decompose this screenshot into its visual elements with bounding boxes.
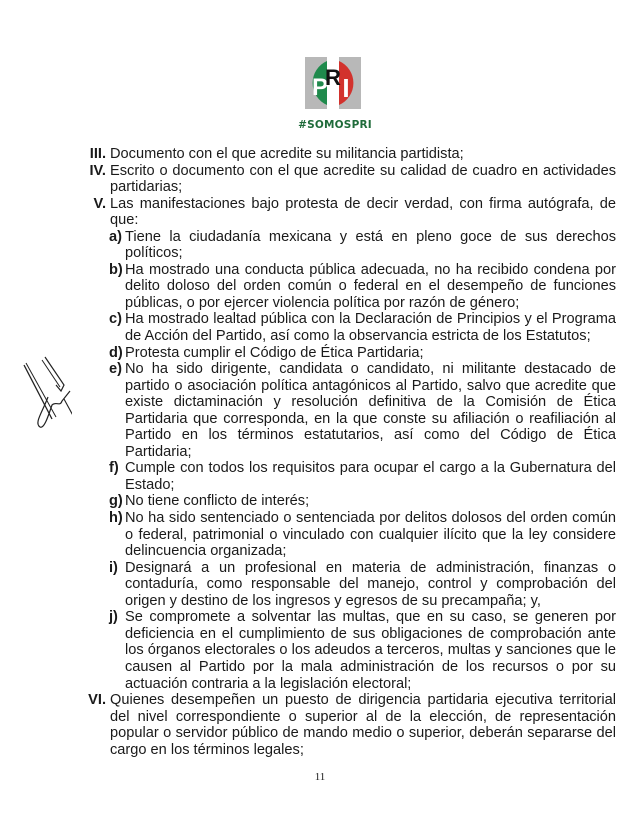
item-number: IV. (89, 162, 106, 179)
subitem-text: Ha mostrado una conducta pública adecuada, no ha recibido condena por delito doloso del orden común o federal en el desempeño de funciones públicas, o por ejercer violencia política por razón de género; (125, 261, 616, 311)
item-number: VI. (88, 692, 106, 709)
subitem-letter: b) (109, 261, 123, 278)
subitem-h (0, 510, 616, 560)
subitem-letter: c) (109, 311, 122, 328)
subitem-g (0, 493, 616, 510)
list-item-iv (0, 163, 616, 196)
subitem-letter: g) (109, 493, 123, 510)
subitem-d (0, 345, 616, 362)
list-item-vi (0, 692, 616, 758)
subitem-text: Se compromete a solventar las multas, que en su caso, se generen por deficiencia en el cumplimiento de sus obligaciones de comprobación ante los órganos electorales o los adeudos a terceros, multas y sanciones que le causen al Partido por la mala administración de los recursos o por su actuación contraria a la legislación electoral; (125, 609, 616, 692)
subitem-text: Tiene la ciudadanía mexicana y está en pleno goce de sus derechos políticos; (125, 228, 616, 262)
logo-letter-p: P (311, 74, 329, 101)
subitem-i (0, 560, 616, 610)
logo-letter-i: I (342, 73, 350, 103)
subitem-text: No tiene conflicto de interés; (125, 493, 310, 510)
item-text: Quienes desempeñen un puesto de dirigencia partidaria ejecutiva territorial del nivel correspondiente o superior al de la elección, de representación popular o servidor público de mando medio o superior, deberán separarse del cargo en los términos legales; (110, 692, 616, 758)
item-number: V. (93, 195, 106, 212)
signature-icon (12, 355, 72, 435)
subitem-j (0, 609, 616, 692)
subitem-letter: d) (109, 344, 123, 361)
hashtag: #SOMOSPRI (298, 119, 372, 131)
pri-logo (305, 57, 361, 109)
subitem-letter: f) (109, 460, 119, 477)
list-item-v (0, 196, 616, 229)
subitem-letter: i) (109, 559, 118, 576)
logo-letter-r: R (325, 65, 341, 90)
document-body (0, 146, 640, 758)
subitem-text: No ha sido sentenciado o sentenciada por delitos dolosos del orden común o federal, patrimonial o vinculado con cualquier ilícito que la ley considere delincuencia organizada; (125, 510, 616, 560)
subitem-text: Cumple con todos los requisitos para ocupar el cargo a la Gubernatura del Estado; (125, 460, 616, 493)
subitem-letter: j) (109, 609, 118, 626)
item-text: Las manifestaciones bajo protesta de decir verdad, con firma autógrafa, de que: (110, 195, 616, 229)
subitem-text: Protesta cumplir el Código de Ética Partidaria; (125, 344, 424, 361)
page-number: 11 (314, 771, 326, 783)
subitem-letter: e) (109, 361, 122, 378)
item-number: III. (89, 146, 106, 162)
subitem-a (0, 229, 616, 262)
subitem-c (0, 311, 616, 344)
subitem-text: Designará a un profesional en materia de administración, finanzas o contaduría, como responsable del manejo, control y comprobación del origen y destino de los ingresos y egresos de su precampaña; y, (125, 559, 616, 609)
list-item-iii (0, 146, 616, 163)
item-text: Documento con el que acredite su militancia partidista; (110, 146, 464, 162)
item-text: Escrito o documento con el que acredite su calidad de cuadro en actividades partidarias; (110, 162, 616, 196)
subitem-text: Ha mostrado lealtad pública con la Declaración de Principios y el Programa de Acción del Partido, así como la observancia estricta de los Estatutos; (125, 311, 616, 345)
subitem-b (0, 262, 616, 312)
subitem-text: No ha sido dirigente, candidata o candidato, ni militante destacado de partido o asociación política antagónicos al Partido, salvo que acredite que existe dictaminación y resolución definitiva de la Comisión de Ética Partidaria que corresponda, en la que conste su afiliación o reafiliación al Partido en los términos estatutarios, así como del Código de Ética Partidaria; (125, 361, 616, 460)
subitem-e (0, 361, 616, 460)
subitem-letter: a) (109, 228, 122, 245)
subitem-f (0, 460, 616, 493)
subitem-letter: h) (109, 510, 123, 527)
